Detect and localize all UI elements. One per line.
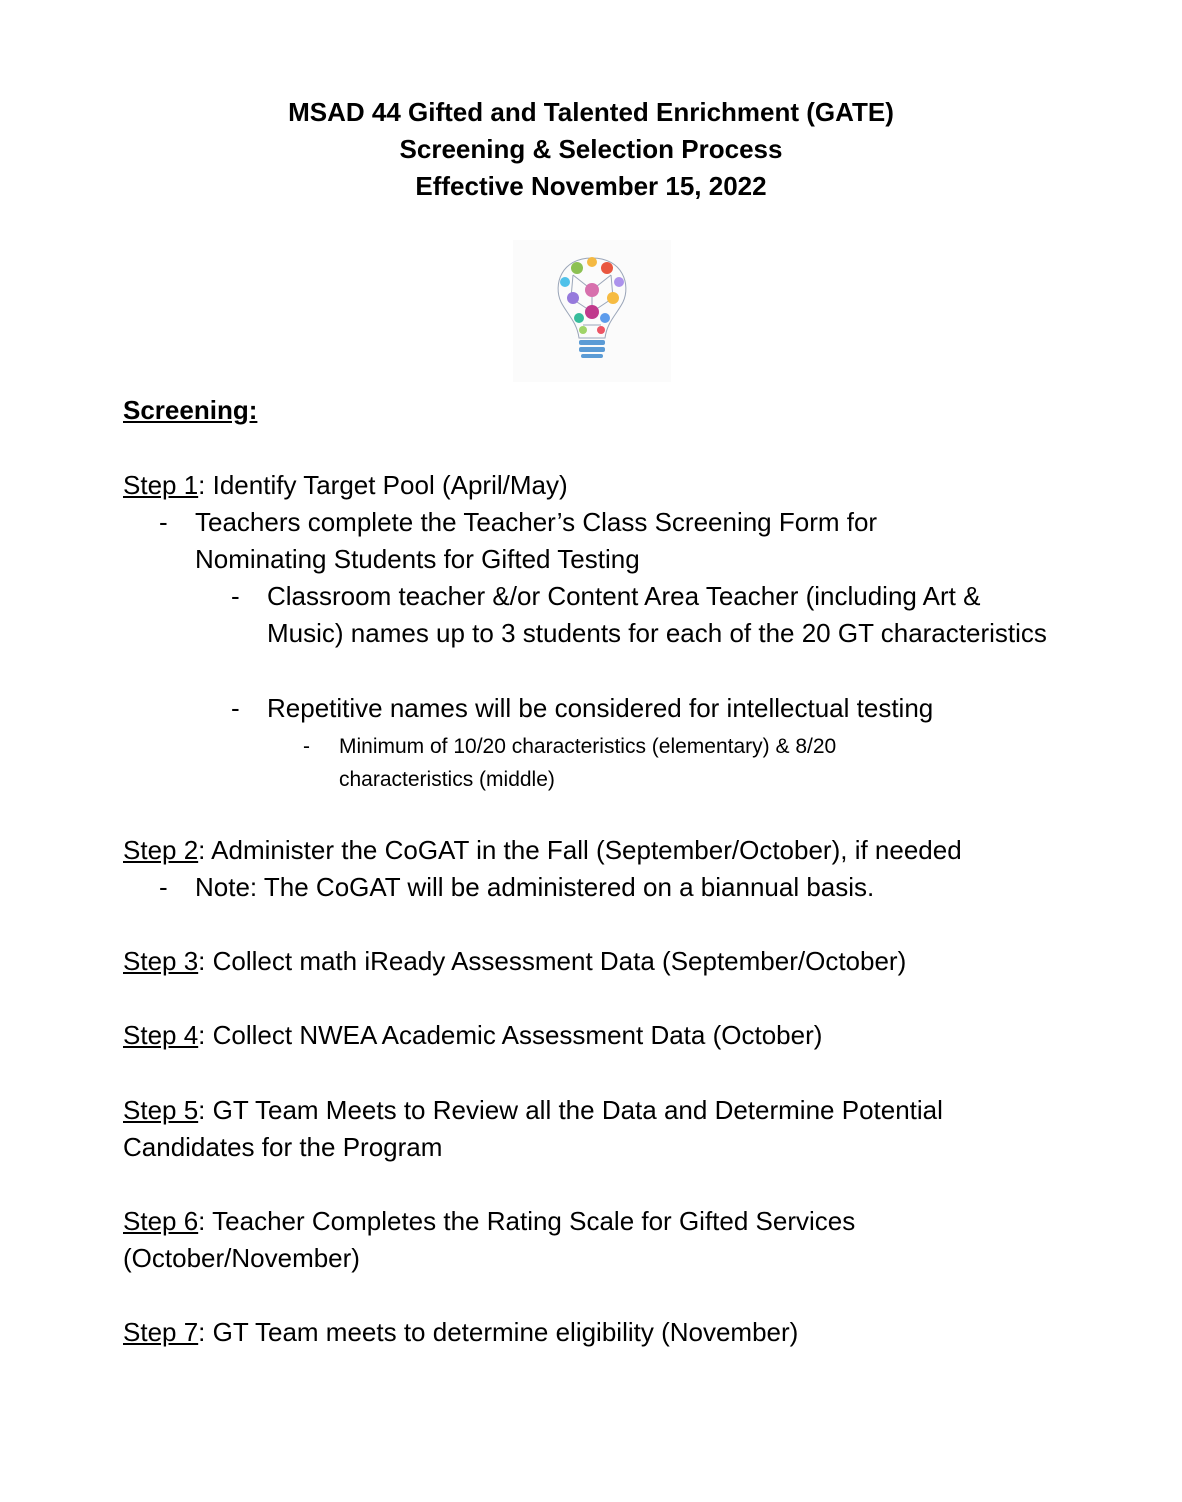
bullet-dash: - (231, 581, 240, 611)
title-line-1: MSAD 44 Gifted and Talented Enrichment (GATE) (288, 97, 894, 127)
bullet-dash: - (159, 507, 168, 537)
step-label: Step 4 (123, 1020, 199, 1050)
step-label: Step 6 (123, 1206, 199, 1236)
step-text: : GT Team Meets to Review all the Data and Determine Potential Candidates for the Program (123, 1095, 943, 1162)
step-1 (123, 467, 1083, 504)
step-6 (123, 1203, 943, 1277)
bullet-text: Repetitive names will be considered for intellectual testing (267, 693, 934, 723)
step-label: Step 1 (123, 470, 199, 500)
step-label: Step 5 (123, 1095, 199, 1125)
step-label: Step 7 (123, 1317, 199, 1347)
step-label: Step 3 (123, 946, 199, 976)
document-title (0, 94, 1182, 205)
step-7 (123, 1314, 1083, 1351)
step-3 (123, 943, 1083, 980)
list-item (231, 578, 1057, 652)
step-4 (123, 1017, 1083, 1054)
step-text: : GT Team meets to determine eligibility (November) (198, 1317, 799, 1347)
step-text: : Collect NWEA Academic Assessment Data (October) (198, 1020, 823, 1050)
section-heading: Screening: (123, 395, 258, 425)
bullet-text: Minimum of 10/20 characteristics (elementary) & 8/20 characteristics (middle) (339, 735, 837, 791)
bullet-text: Teachers complete the Teacher’s Class Screening Form for Nominating Students for Gifted Testing (195, 507, 878, 574)
bullet-text: Note: The CoGAT will be administered on a biannual basis. (195, 872, 875, 902)
list-item (303, 730, 939, 796)
list-item (159, 869, 1055, 906)
list-item (231, 690, 1057, 727)
list-item (159, 504, 985, 578)
bullet-dash: - (303, 735, 310, 758)
bullet-dash: - (159, 872, 168, 902)
bullet-text: Classroom teacher &/or Content Area Teacher (including Art & Music) names up to 3 students for each of the 20 GT characteristics (267, 581, 1047, 648)
title-line-2: Screening & Selection Process (399, 134, 783, 164)
step-text: : Identify Target Pool (April/May) (198, 470, 568, 500)
step-label: Step 2 (123, 835, 199, 865)
step-text: : Administer the CoGAT in the Fall (September/October), if needed (198, 835, 962, 865)
step-text: : Teacher Completes the Rating Scale for Gifted Services (October/November) (123, 1206, 856, 1273)
step-text: : Collect math iReady Assessment Data (September/October) (198, 946, 907, 976)
lightbulb-network-icon (513, 240, 671, 382)
bullet-dash: - (231, 693, 240, 723)
step-5 (123, 1092, 1023, 1166)
title-line-3: Effective November 15, 2022 (415, 171, 767, 201)
step-2 (123, 832, 1083, 869)
